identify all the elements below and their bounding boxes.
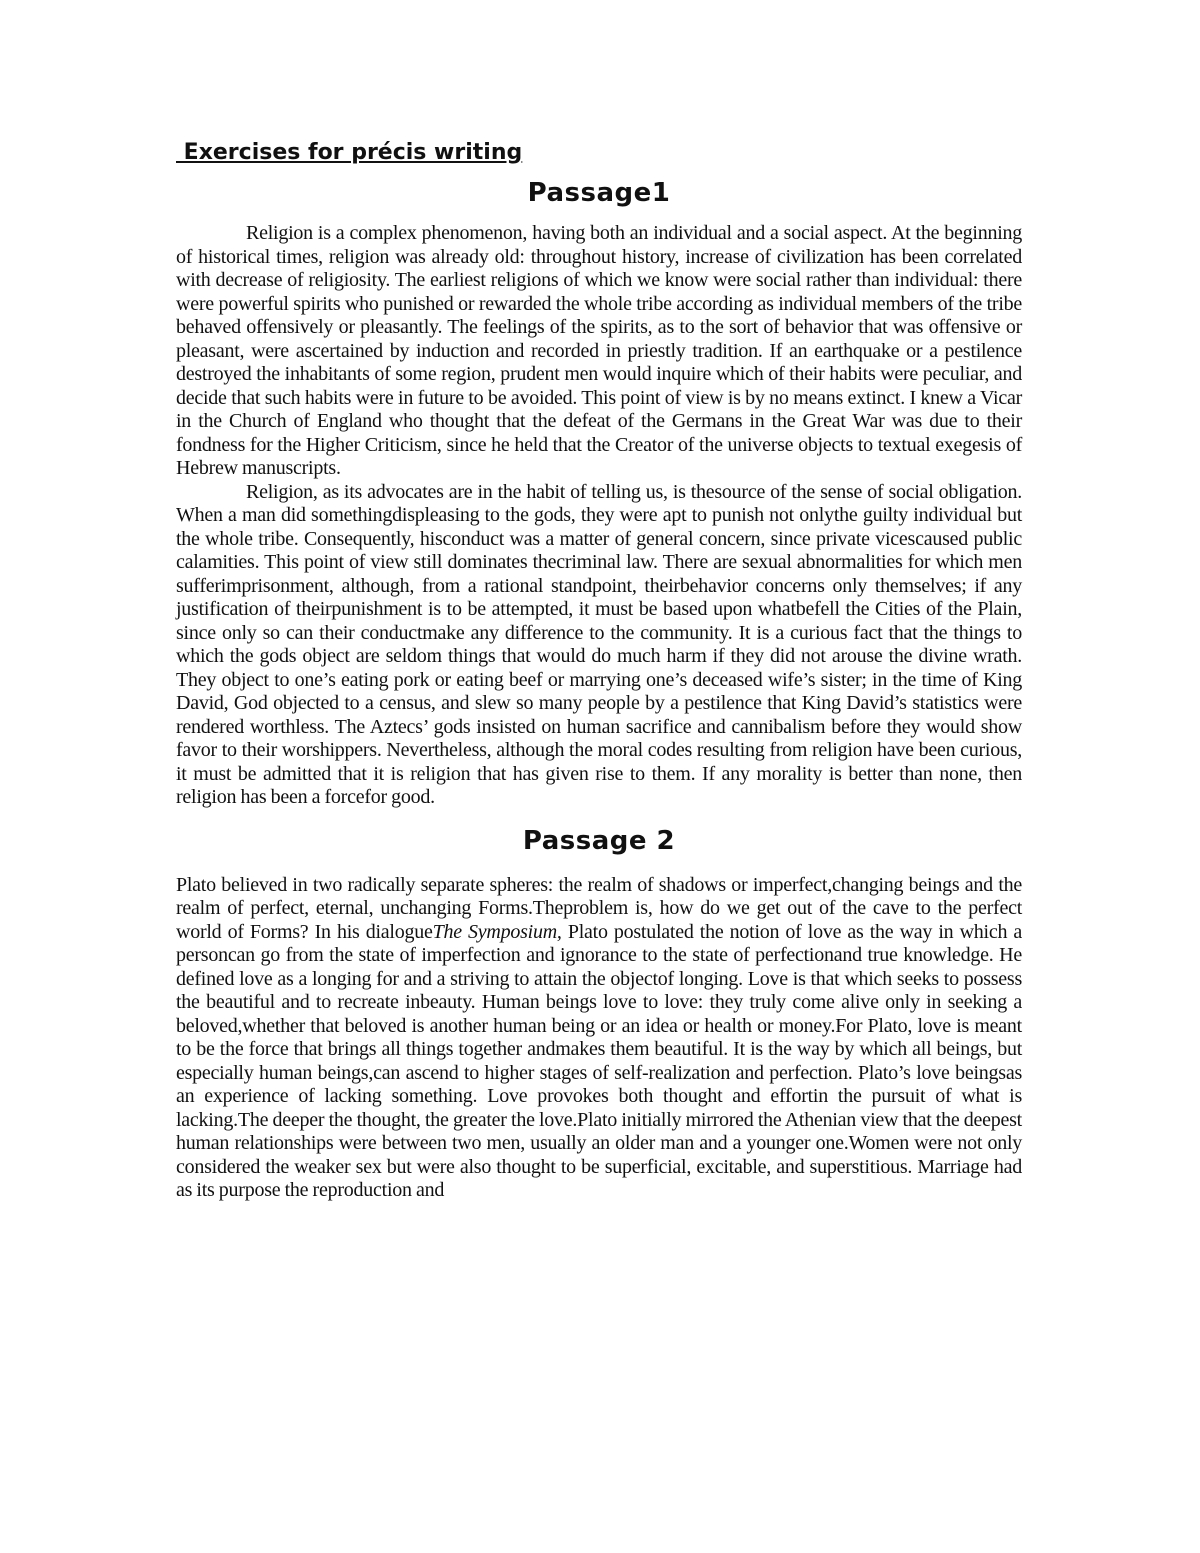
passage-2-text-before-title: Plato believed in two radically separate spheres: the realm of shadows or imperfect,changing beings and the realm of perfect, eternal, unchanging Forms.Theproblem is, how do we get out of the cave to the perfect world of Forms? In his dialogue	[176, 873, 1022, 943]
document-title: Exercises for précis writing	[176, 140, 523, 165]
page-content	[176, 138, 1022, 1203]
passage-1-heading: Passage1	[527, 178, 671, 208]
passage-2-text-after-title: Plato postulated the notion of love as the way in which a personcan go from the state of imperfection and ignorance to the state of perfectionand true knowledge. He defined love as a longing for and a striving to attain the objectof longing. Love is that which seeks to possess the beautiful and to recreate inbeauty. Human beings love to love: they truly come alive only in seeking a beloved,whether that beloved is another human being or an idea or health or money.For Plato, love is meant to be the force that brings all things together andmakes them beautiful. It is the way by which all beings, but especially human beings,can ascend to higher stages of self-realization and perfection. Plato’s love beingsas an experience of lacking something. Love provokes both thought and effortin the pursuit of what is lacking.The deeper the thought, the greater the love.Plato initially mirrored the Athenian view that the deepest human relationships were between two men, usually an older man and a younger one.Women were not only considered the weaker sex but were also thought to be superficial, excitable, and superstitious. Marriage had as its purpose the reproduction and	[176, 920, 1023, 1201]
passage-1-paragraph-2: Religion, as its advocates are in the habit of telling us, is thesource of the sense of social obligation. When a man did somethingdispleasing to the gods, they were apt to punish not onlythe guilty individual but the whole tribe. Consequently, hisconduct was a matter of general concern, since private vicescaused public calamities. This point of view still dominates thecriminal law. There are sexual abnormalities for which men sufferimprisonment, although, from a rational standpoint, theirbehavior concerns only themselves; if any justification of theirpunishment is to be attempted, it must be based upon whatbefell the Cities of the Plain, since only so can their conductmake any difference to the community. It is a curious fact that the things to which the gods object are seldom things that would do much harm if they did not arouse the divine wrath. They object to one’s eating pork or eating beef or marrying one’s deceased wife’s sister; in the time of King David, God objected to a census, and slew so many people by a pestilence that King David’s statistics were rendered worthless. The Aztecs’ gods insisted on human sacrifice and cannibalism before they would show favor to their worshippers. Nevertheless, although the moral codes resulting from religion have been curious, it must be admitted that it is religion that has given rise to them. If any morality is better than none, then religion has been a forcefor good.	[176, 480, 1022, 808]
passage-1-paragraph-1: Religion is a complex phenomenon, having both an individual and a social aspect. At the beginning of historical times, religion was already old: throughout history, increase of civilization has been correlated with decrease of religiosity. The earliest religions of which we know were social rather than individual: there were powerful spirits who punished or rewarded the whole tribe according as individual members of the tribe behaved offensively or pleasantly. The feelings of the spirits, as to the sort of behavior that was offensive or pleasant, were ascertained by induction and recorded in priestly tradition. If an earthquake or a pestilence destroyed the inhabitants of some region, prudent men would inquire which of their habits were peculiar, and decide that such habits were in future to be avoided. This point of view is by no means extinct. I knew a Vicar in the Church of England who thought that the defeat of the Germans in the Great War was due to their fondness for the Higher Criticism, since he held that the Creator of the universe objects to textual exegesis of Hebrew manuscripts.	[176, 222, 1022, 479]
passage-2-work-title: The Symposium,	[432, 920, 562, 943]
passage-2-paragraph	[176, 874, 1022, 1203]
passage-2-heading: Passage 2	[522, 825, 676, 856]
